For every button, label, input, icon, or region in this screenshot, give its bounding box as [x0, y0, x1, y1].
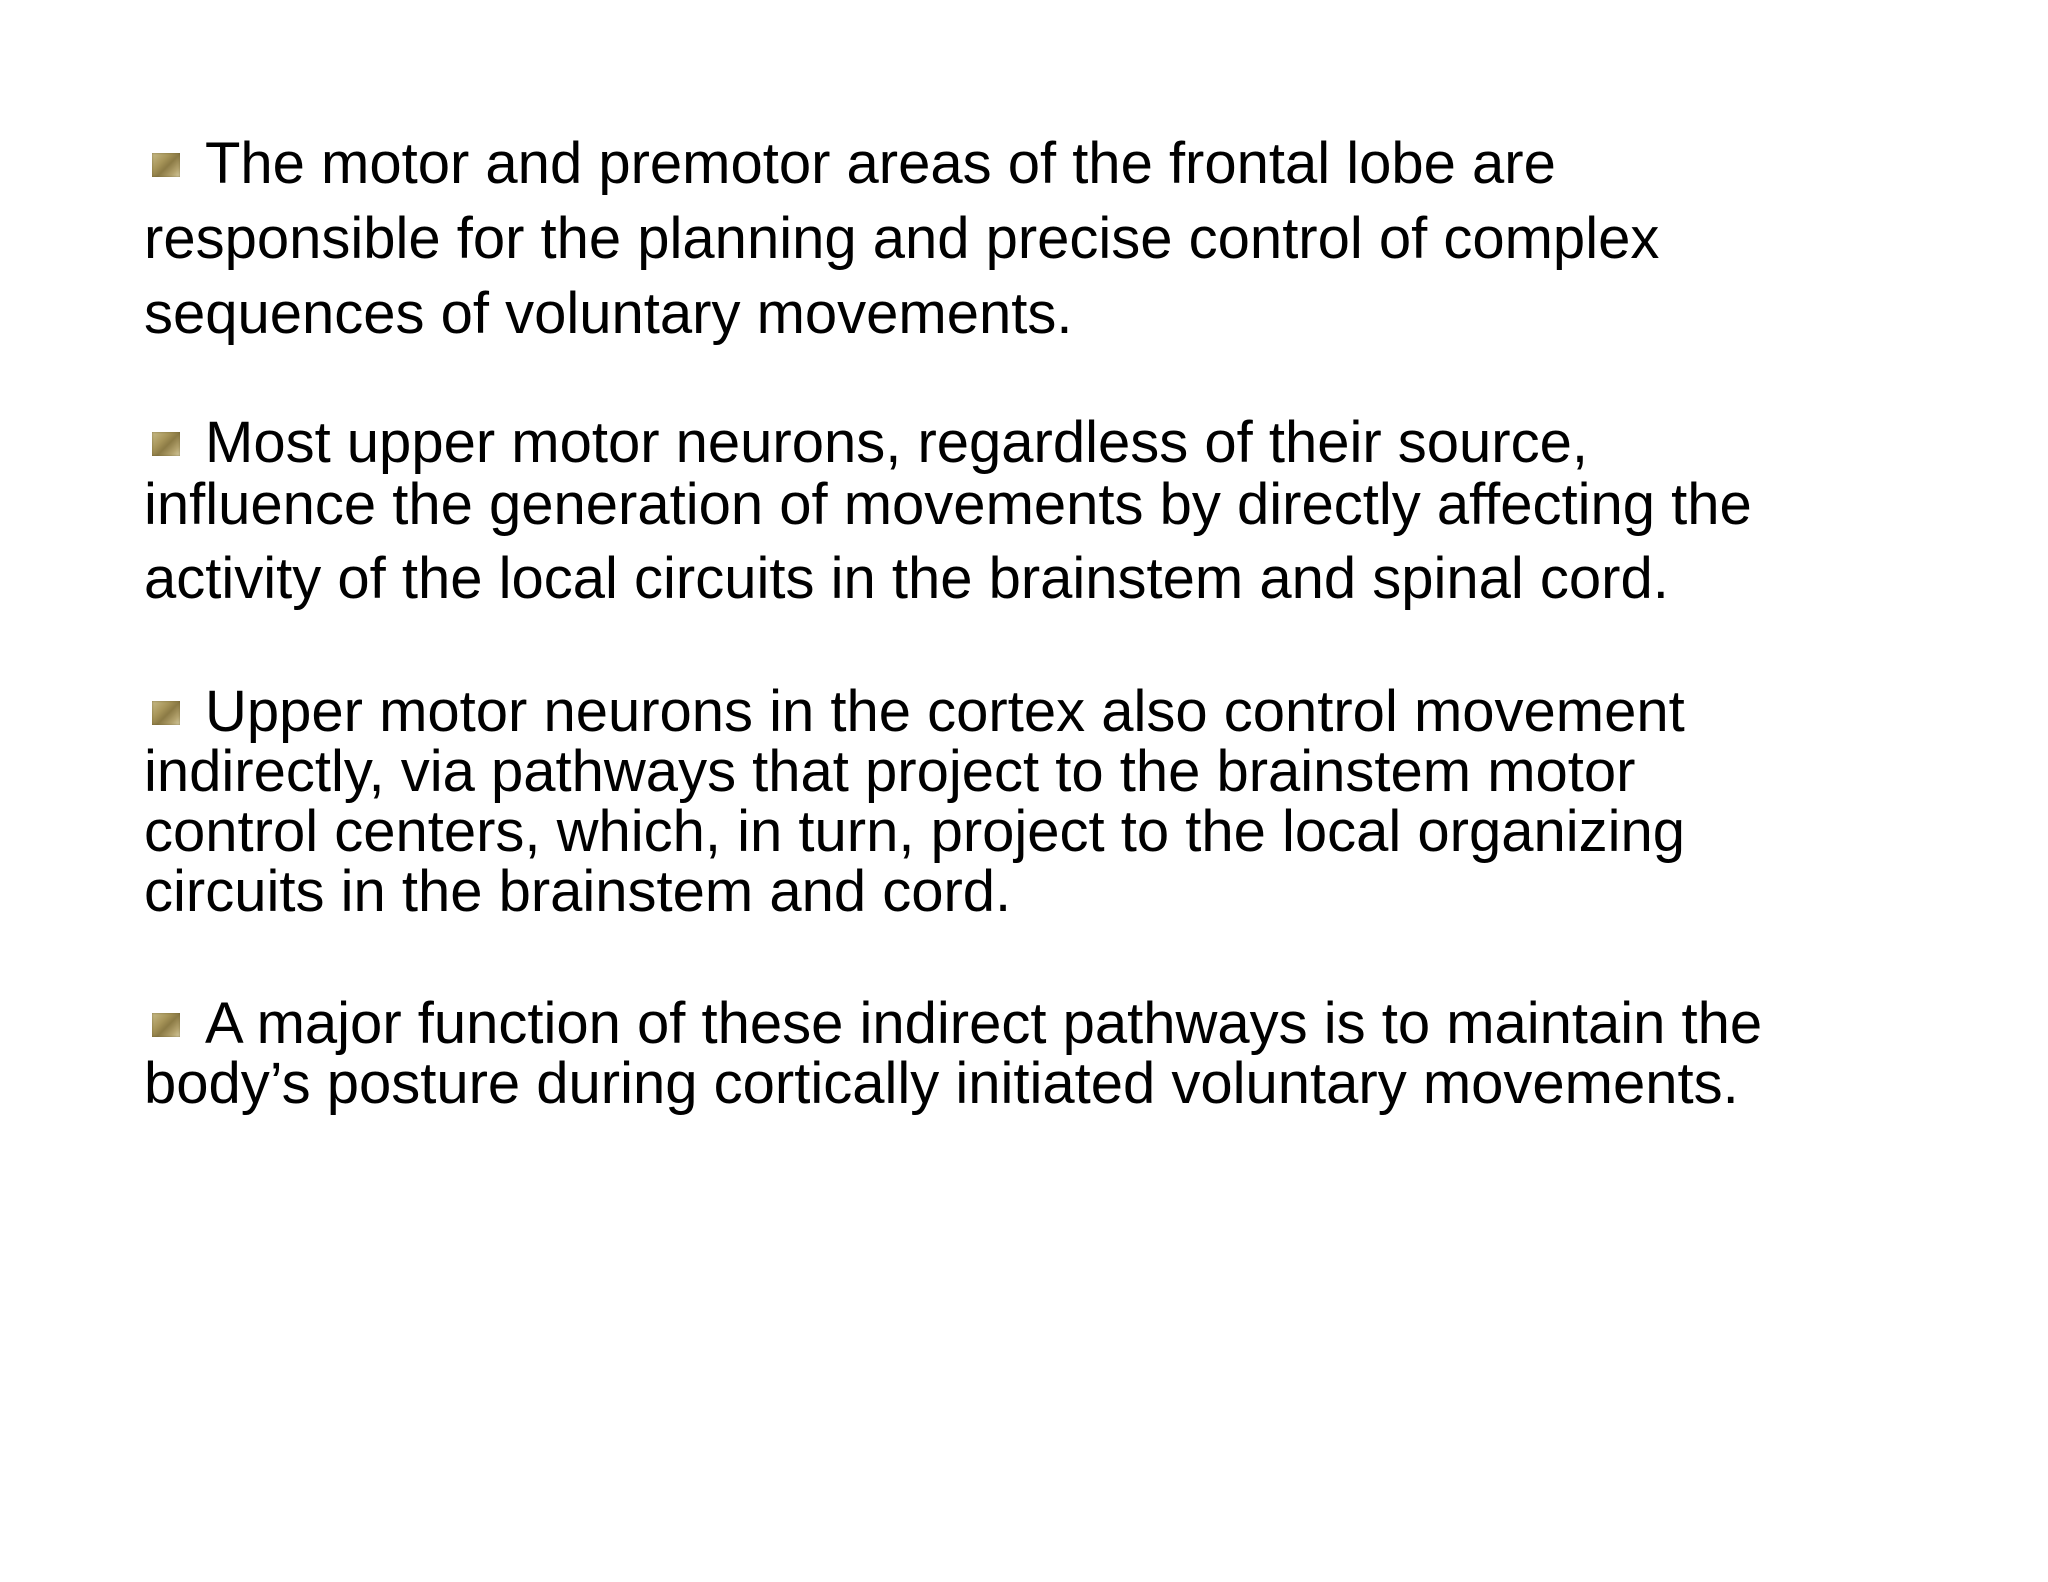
- bullet-line: control centers, which, in turn, project to the local organizing: [144, 799, 1686, 864]
- bullet-text: A major function of these indirect pathways is to maintain the: [205, 991, 1763, 1056]
- bullet-line: [144, 991, 1964, 1056]
- bullet-line: circuits in the brainstem and cord.: [144, 859, 1012, 924]
- bullet-line: body’s posture during cortically initiated voluntary movements.: [144, 1051, 1739, 1116]
- bullet-item: [144, 991, 1964, 1116]
- bullet-line: [144, 412, 1964, 474]
- bullet-line: responsible for the planning and precise control of complex: [144, 206, 1660, 271]
- bullet-text: Upper motor neurons in the cortex also control movement: [205, 679, 1685, 744]
- bullet-list: [144, 126, 1964, 1114]
- square-bullet-icon: [152, 1013, 180, 1037]
- bullet-line: influence the generation of movements by directly affecting the: [144, 472, 1752, 537]
- bullet-line: [144, 679, 1964, 744]
- bullet-item: [144, 679, 1964, 924]
- bullet-text: The motor and premotor areas of the frontal lobe are: [205, 131, 1556, 196]
- bullet-line: [144, 126, 1964, 201]
- square-bullet-icon: [152, 701, 180, 725]
- bullet-line: indirectly, via pathways that project to the brainstem motor: [144, 739, 1636, 804]
- bullet-line: activity of the local circuits in the brainstem and spinal cord.: [144, 546, 1669, 611]
- bullet-text: Most upper motor neurons, regardless of their source,: [205, 410, 1588, 475]
- bullet-item: [144, 412, 1964, 610]
- bullet-line: sequences of voluntary movements.: [144, 281, 1073, 346]
- square-bullet-icon: [152, 432, 180, 456]
- bullet-item: [144, 126, 1964, 351]
- square-bullet-icon: [152, 153, 180, 177]
